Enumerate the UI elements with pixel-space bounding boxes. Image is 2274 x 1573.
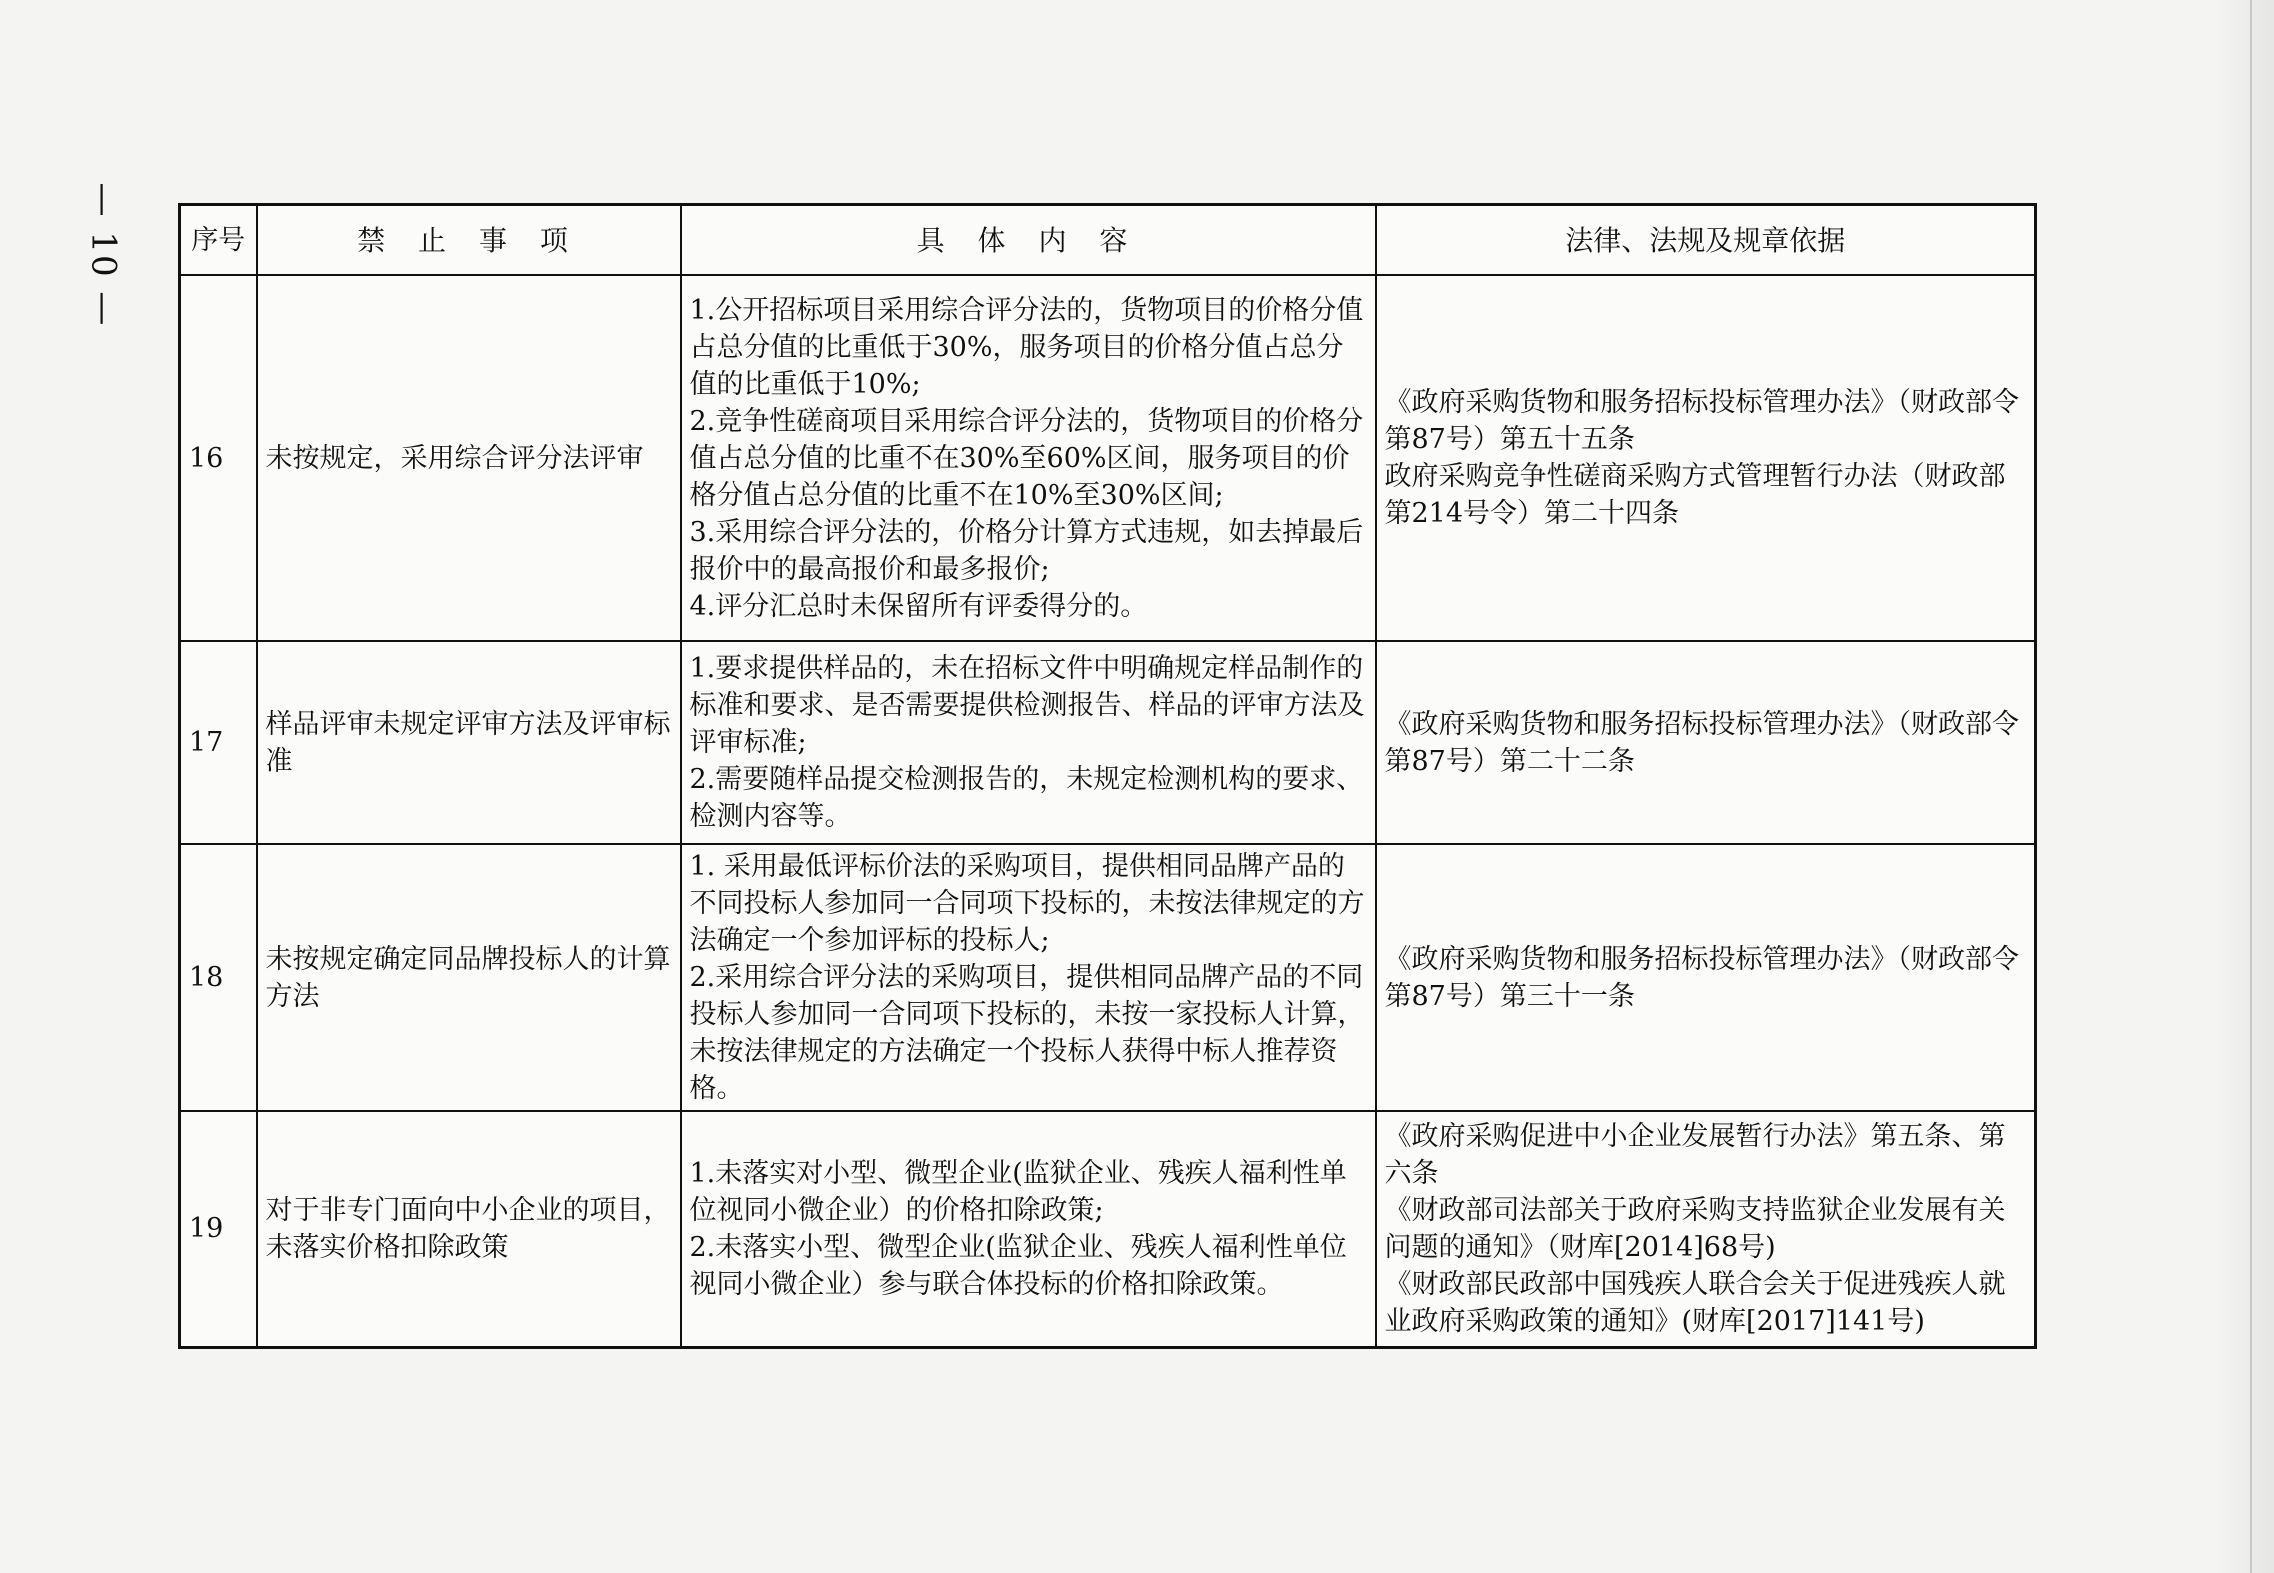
row-seq: 18 (180, 844, 257, 1111)
scan-edge-line (2250, 0, 2252, 1573)
scan-edge-shadow (2214, 0, 2274, 1573)
row-basis: 《政府采购货物和服务招标投标管理办法》（财政部令第87号）第五十五条 政府采购竞争性磋商采购方式管理暂行办法（财政部第214号令）第二十四条 (1376, 275, 2036, 641)
table-row (180, 1111, 2036, 1347)
row-item: 未按规定确定同品牌投标人的计算方法 (257, 844, 681, 1111)
row-content: 1.未落实对小型、微型企业(监狱企业、残疾人福利性单位视同小微企业）的价格扣除政策; 2.未落实小型、微型企业(监狱企业、残疾人福利性单位视同小微企业）参与联合体投标的价格扣除政策。 (681, 1111, 1376, 1347)
row-basis: 《政府采购促进中小企业发展暂行办法》第五条、第六条 《财政部司法部关于政府采购支持监狱企业发展有关问题的通知》（财库[2014]68号) 《财政部民政部中国残疾人联合会关于促进残疾人就业政府采购政策的通知》(财库[2017]141号) (1376, 1111, 2036, 1347)
header-content: 具 体 内 容 (681, 205, 1376, 276)
header-basis: 法律、法规及规章依据 (1376, 205, 2036, 276)
row-item: 对于非专门面向中小企业的项目，未落实价格扣除政策 (257, 1111, 681, 1347)
prohibited-items-table (178, 203, 2037, 1349)
row-content: 1.要求提供样品的，未在招标文件中明确规定样品制作的标准和要求、是否需要提供检测报告、样品的评审方法及评审标准; 2.需要随样品提交检测报告的，未规定检测机构的要求、检测内容等。 (681, 641, 1376, 844)
table-header-row (180, 205, 2036, 276)
row-item: 样品评审未规定评审方法及评审标准 (257, 641, 681, 844)
row-seq: 17 (180, 641, 257, 844)
row-basis: 《政府采购货物和服务招标投标管理办法》（财政部令第87号）第二十二条 (1376, 641, 2036, 844)
header-item: 禁 止 事 项 (257, 205, 681, 276)
header-seq: 序号 (180, 205, 257, 276)
page-number (78, 182, 128, 328)
table-row (180, 275, 2036, 641)
table-row (180, 844, 2036, 1111)
row-content: 1. 采用最低评标价法的采购项目，提供相同品牌产品的不同投标人参加同一合同项下投标的，未按法律规定的方法确定一个参加评标的投标人; 2.采用综合评分法的采购项目，提供相同品牌产品的不同投标人参加同一合同项下投标的，未按一家投标人计算，未按法律规定的方法确定一个投标人获得中标人推荐资格。 (681, 844, 1376, 1111)
row-seq: 19 (180, 1111, 257, 1347)
row-seq: 16 (180, 275, 257, 641)
row-basis: 《政府采购货物和服务招标投标管理办法》（财政部令第87号）第三十一条 (1376, 844, 2036, 1111)
row-content: 1.公开招标项目采用综合评分法的，货物项目的价格分值占总分值的比重低于30%，服务项目的价格分值占总分值的比重低于10%; 2.竞争性磋商项目采用综合评分法的，货物项目的价格分值占总分值的比重不在30%至60%区间，服务项目的价格分值占总分值的比重不在10%至30%区间; 3.采用综合评分法的，价格分计算方式违规，如去掉最后报价中的最高报价和最多报价; 4.评分汇总时未保留所有评委得分的。 (681, 275, 1376, 641)
page-number-text: — 10 — (83, 182, 124, 328)
row-item: 未按规定，采用综合评分法评审 (257, 275, 681, 641)
table-row (180, 641, 2036, 844)
